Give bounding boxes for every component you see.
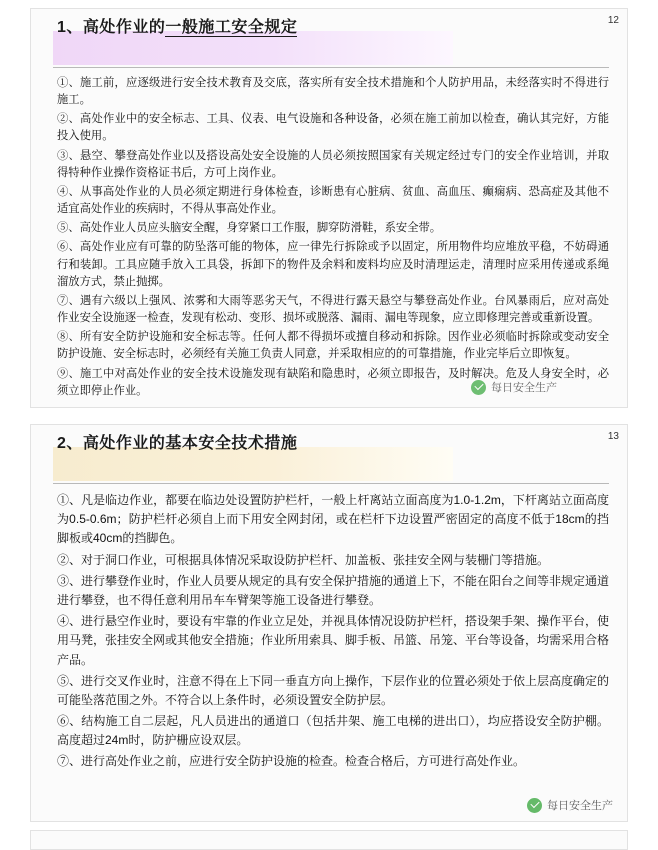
check-badge-icon	[527, 798, 542, 813]
paragraph: ③、悬空、攀登高处作业以及搭设高处安全设施的人员必须按照国家有关规定经过专门的安全作业培训，并取得特种作业操作资格证书后，方可上岗作业。	[57, 149, 609, 179]
paragraph: ⑥、结构施工自二层起，凡人员进出的通道口（包括井架、施工电梯的进出口），均应搭设安全防护棚。高度超过24m时，防护栅应设双层。	[57, 714, 609, 748]
slide-page-12	[30, 8, 628, 408]
paragraph: ②、对于洞口作业，可根据具体情况采取设防护栏杆、加盖板、张挂安全网与装栅门等措施。	[57, 552, 550, 567]
page-title	[57, 14, 297, 37]
title-number: 2、	[57, 435, 83, 452]
slide-page-13	[30, 424, 628, 822]
paragraph: ②、高处作业中的安全标志、工具、仪表、电气设施和各种设备，必须在施工前加以检查，确认其完好，方能投入使用。	[57, 113, 609, 143]
paragraph: ⑦、进行高处作业之前，应进行安全防护设施的检查。检查合格后，方可进行高处作业。	[57, 754, 526, 769]
paragraph: ⑤、进行交叉作业时，注意不得在上下同一垂直方向上操作，下层作业的位置必须处于依上层高度确定的可能坠落范围之外。不符合以上条件时，必须设置安全防护层。	[57, 673, 610, 707]
page-number-13: 13	[607, 431, 619, 442]
paragraph: ④、进行悬空作业时，要设有牢靠的作业立足处，并视具体情况设防护栏杆，搭设架手架、操作平台，使用马凳，张挂安全网或其他安全措施；作业所用索具、脚手板、吊篮、吊笼、平台等设备，均需采用合格产品。	[57, 614, 610, 667]
paragraph: ①、凡是临边作业，都要在临边处设置防护栏杆，一般上杆离站立面高度为1.0-1.2m，下杆离站立面高度为0.5-0.6m；防护栏杆必须自上而下用安全网封闭，或在栏杆下边设置严密固定的高度不低于18cm的挡脚板或40cm的挡脚色。	[57, 493, 609, 546]
paragraph: ⑥、高处作业应有可靠的防坠落可能的物体，应一律先行拆除或予以固定，所用物件均应堆放平稳，不妨碍通行和装卸。工具应随手放入工具袋，拆卸下的物件及余料和废料均应及时清理运走，清理时应采用传递或系绳溜放方式，禁止抛掷。	[57, 241, 609, 288]
check-badge-icon	[471, 380, 486, 395]
page-number-12: 12	[607, 15, 619, 26]
watermark	[527, 797, 613, 813]
body-text-12	[57, 75, 609, 402]
watermark	[471, 379, 557, 395]
title-emphasis: 一般施工安全规定	[165, 19, 298, 36]
body-text-13	[57, 491, 609, 774]
watermark-label: 每日安全生产	[491, 382, 557, 394]
watermark-label: 每日安全生产	[547, 800, 613, 812]
paragraph: ⑧、所有安全防护设施和安全标志等。任何人都不得损坏或擅自移动和拆除。因作业必须临时拆除或变动安全防护设施、安全标志时，必须经有关施工负责人同意，并采取相应的的可靠措施，作业完毕后立即恢复。	[57, 331, 609, 361]
title-number: 1、	[57, 19, 83, 36]
title-plain: 高处作业的	[82, 19, 166, 36]
paragraph: ⑦、遇有六级以上强风、浓雾和大雨等恶劣天气，不得进行露天悬空与攀登高处作业。台风暴雨后，应对高处作业安全设施逐一检查，发现有松动、变形、损坏或脱落、漏雨、漏电等现象，应立即修理完善或重新设置。	[57, 294, 609, 325]
paragraph: ⑤、高处作业人员应头脑安全醒，身穿紧口工作服，脚穿防滑鞋，系安全带。	[57, 222, 442, 235]
title-divider	[53, 483, 609, 484]
paragraph: ④、从事高处作业的人员必须定期进行身体检查，诊断患有心脏病、贫血、高血压、癫痫病、恐高症及其他不适宜高处作业的疾病时，不得从事高处作业。	[57, 185, 609, 216]
page-title	[57, 430, 297, 453]
slide-page-next-partial	[30, 830, 628, 850]
paragraph: ③、进行攀登作业时，作业人员要从规定的具有安全保护措施的通道上下，不能在阳台之间等非规定通道进行攀登，也不得任意利用吊车车臂架等施工设备进行攀登。	[57, 573, 610, 607]
paragraph: ①、施工前，应逐级进行安全技术教育及交底，落实所有安全技术措施和个人防护用品，未经落实时不得进行施工。	[57, 77, 609, 107]
paragraph: ⑨、施工中对高处作业的安全技术设施发现有缺陷和隐患时，必须立即报告，及时解决。危及人身安全时，必须立即停止作业。	[57, 367, 609, 397]
title-divider	[53, 67, 609, 68]
title-plain: 高处作业的基本安全技术措施	[82, 435, 298, 452]
